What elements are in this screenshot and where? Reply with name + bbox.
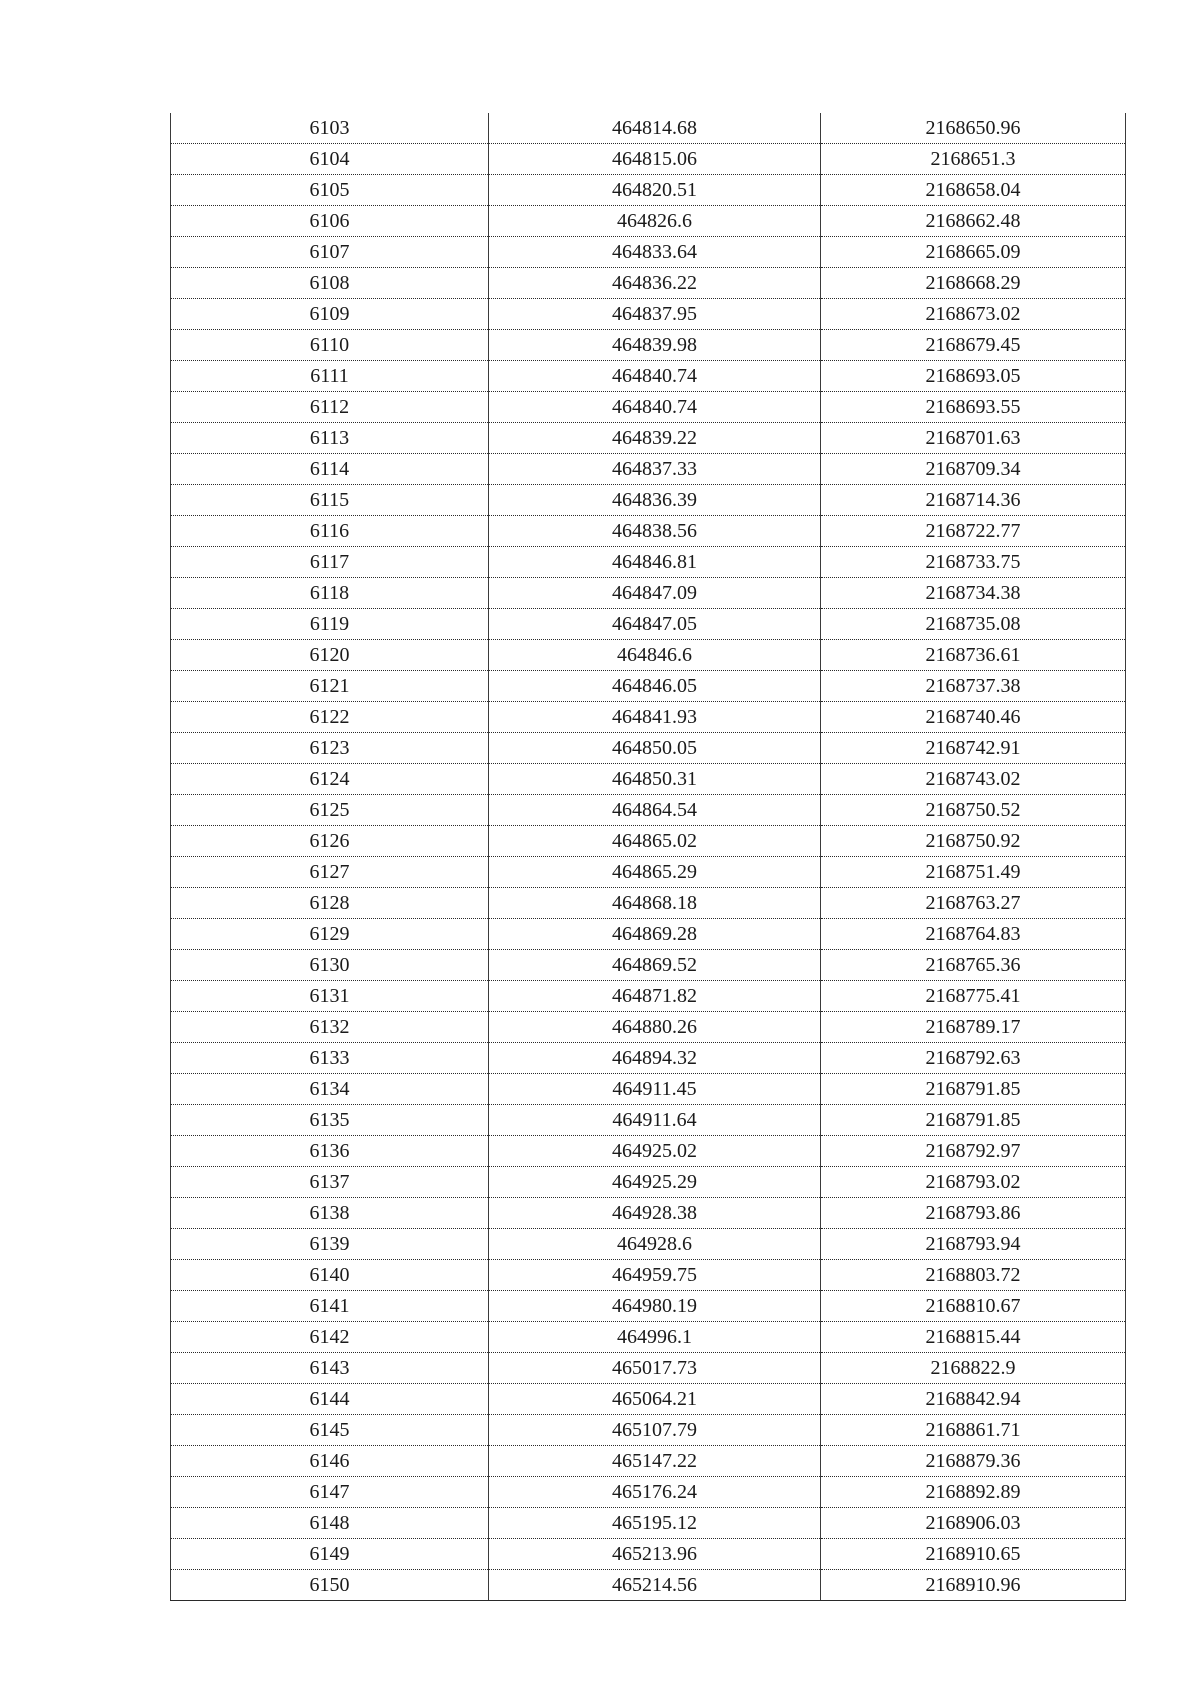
point-id-cell: 6112 [171, 392, 489, 423]
table-row [171, 919, 1126, 950]
table-row [171, 237, 1126, 268]
table-row [171, 888, 1126, 919]
y-coordinate-cell: 2168651.3 [821, 144, 1126, 175]
x-coordinate-cell: 465176.24 [489, 1477, 821, 1508]
point-id-cell: 6125 [171, 795, 489, 826]
point-id-cell: 6149 [171, 1539, 489, 1570]
y-coordinate-cell: 2168737.38 [821, 671, 1126, 702]
x-coordinate-cell: 464850.31 [489, 764, 821, 795]
x-coordinate-cell: 464980.19 [489, 1291, 821, 1322]
x-coordinate-cell: 464847.05 [489, 609, 821, 640]
y-coordinate-cell: 2168906.03 [821, 1508, 1126, 1539]
point-id-cell: 6140 [171, 1260, 489, 1291]
y-coordinate-cell: 2168750.92 [821, 826, 1126, 857]
y-coordinate-cell: 2168743.02 [821, 764, 1126, 795]
x-coordinate-cell: 464833.64 [489, 237, 821, 268]
y-coordinate-cell: 2168693.05 [821, 361, 1126, 392]
table-row [171, 268, 1126, 299]
y-coordinate-cell: 2168793.94 [821, 1229, 1126, 1260]
point-id-cell: 6145 [171, 1415, 489, 1446]
point-id-cell: 6130 [171, 950, 489, 981]
y-coordinate-cell: 2168791.85 [821, 1074, 1126, 1105]
point-id-cell: 6116 [171, 516, 489, 547]
y-coordinate-cell: 2168775.41 [821, 981, 1126, 1012]
y-coordinate-cell: 2168910.65 [821, 1539, 1126, 1570]
table-row [171, 1415, 1126, 1446]
point-id-cell: 6137 [171, 1167, 489, 1198]
table-row [171, 1043, 1126, 1074]
x-coordinate-cell: 464826.6 [489, 206, 821, 237]
x-coordinate-cell: 464847.09 [489, 578, 821, 609]
point-id-cell: 6143 [171, 1353, 489, 1384]
x-coordinate-cell: 464868.18 [489, 888, 821, 919]
point-id-cell: 6123 [171, 733, 489, 764]
x-coordinate-cell: 464869.52 [489, 950, 821, 981]
table-row [171, 454, 1126, 485]
x-coordinate-cell: 464839.22 [489, 423, 821, 454]
x-coordinate-cell: 464865.29 [489, 857, 821, 888]
y-coordinate-cell: 2168892.89 [821, 1477, 1126, 1508]
x-coordinate-cell: 464928.6 [489, 1229, 821, 1260]
table-row [171, 1322, 1126, 1353]
x-coordinate-cell: 464820.51 [489, 175, 821, 206]
table-row [171, 733, 1126, 764]
table-row [171, 1074, 1126, 1105]
y-coordinate-cell: 2168815.44 [821, 1322, 1126, 1353]
table-row [171, 1229, 1126, 1260]
y-coordinate-cell: 2168791.85 [821, 1105, 1126, 1136]
point-id-cell: 6132 [171, 1012, 489, 1043]
x-coordinate-cell: 464925.02 [489, 1136, 821, 1167]
point-id-cell: 6150 [171, 1570, 489, 1601]
x-coordinate-cell: 464869.28 [489, 919, 821, 950]
table-row [171, 1384, 1126, 1415]
x-coordinate-cell: 464839.98 [489, 330, 821, 361]
point-id-cell: 6122 [171, 702, 489, 733]
y-coordinate-cell: 2168733.75 [821, 547, 1126, 578]
point-id-cell: 6114 [171, 454, 489, 485]
y-coordinate-cell: 2168701.63 [821, 423, 1126, 454]
table-row [171, 1446, 1126, 1477]
y-coordinate-cell: 2168765.36 [821, 950, 1126, 981]
point-id-cell: 6108 [171, 268, 489, 299]
table-row [171, 578, 1126, 609]
point-id-cell: 6142 [171, 1322, 489, 1353]
table-row [171, 671, 1126, 702]
point-id-cell: 6124 [171, 764, 489, 795]
table-row [171, 1136, 1126, 1167]
table-row [171, 299, 1126, 330]
x-coordinate-cell: 464865.02 [489, 826, 821, 857]
point-id-cell: 6147 [171, 1477, 489, 1508]
table-row [171, 1477, 1126, 1508]
point-id-cell: 6105 [171, 175, 489, 206]
x-coordinate-cell: 464911.64 [489, 1105, 821, 1136]
table-row [171, 1539, 1126, 1570]
table-row [171, 640, 1126, 671]
x-coordinate-cell: 465064.21 [489, 1384, 821, 1415]
table-row [171, 1198, 1126, 1229]
y-coordinate-cell: 2168742.91 [821, 733, 1126, 764]
point-id-cell: 6121 [171, 671, 489, 702]
table-row [171, 1353, 1126, 1384]
x-coordinate-cell: 464836.22 [489, 268, 821, 299]
point-id-cell: 6107 [171, 237, 489, 268]
point-id-cell: 6118 [171, 578, 489, 609]
table-row [171, 1012, 1126, 1043]
y-coordinate-cell: 2168793.86 [821, 1198, 1126, 1229]
point-id-cell: 6103 [171, 113, 489, 144]
x-coordinate-cell: 464850.05 [489, 733, 821, 764]
y-coordinate-cell: 2168792.97 [821, 1136, 1126, 1167]
table-row [171, 1105, 1126, 1136]
x-coordinate-cell: 464925.29 [489, 1167, 821, 1198]
table-row [171, 423, 1126, 454]
y-coordinate-cell: 2168792.63 [821, 1043, 1126, 1074]
y-coordinate-cell: 2168714.36 [821, 485, 1126, 516]
point-id-cell: 6110 [171, 330, 489, 361]
point-id-cell: 6139 [171, 1229, 489, 1260]
y-coordinate-cell: 2168803.72 [821, 1260, 1126, 1291]
table-row [171, 1570, 1126, 1601]
point-id-cell: 6133 [171, 1043, 489, 1074]
table-row [171, 764, 1126, 795]
x-coordinate-cell: 464840.74 [489, 361, 821, 392]
point-id-cell: 6117 [171, 547, 489, 578]
y-coordinate-cell: 2168662.48 [821, 206, 1126, 237]
point-id-cell: 6141 [171, 1291, 489, 1322]
point-id-cell: 6106 [171, 206, 489, 237]
table-row [171, 206, 1126, 237]
y-coordinate-cell: 2168693.55 [821, 392, 1126, 423]
point-id-cell: 6148 [171, 1508, 489, 1539]
table-row [171, 1508, 1126, 1539]
y-coordinate-cell: 2168679.45 [821, 330, 1126, 361]
point-id-cell: 6120 [171, 640, 489, 671]
x-coordinate-cell: 464894.32 [489, 1043, 821, 1074]
table-row [171, 1260, 1126, 1291]
x-coordinate-cell: 464846.05 [489, 671, 821, 702]
x-coordinate-cell: 464996.1 [489, 1322, 821, 1353]
table-row [171, 950, 1126, 981]
point-id-cell: 6109 [171, 299, 489, 330]
y-coordinate-cell: 2168861.71 [821, 1415, 1126, 1446]
table-row [171, 981, 1126, 1012]
table-row [171, 547, 1126, 578]
y-coordinate-cell: 2168673.02 [821, 299, 1126, 330]
y-coordinate-cell: 2168709.34 [821, 454, 1126, 485]
table-row [171, 392, 1126, 423]
x-coordinate-cell: 464928.38 [489, 1198, 821, 1229]
x-coordinate-cell: 465213.96 [489, 1539, 821, 1570]
point-id-cell: 6127 [171, 857, 489, 888]
x-coordinate-cell: 464836.39 [489, 485, 821, 516]
y-coordinate-cell: 2168822.9 [821, 1353, 1126, 1384]
y-coordinate-cell: 2168789.17 [821, 1012, 1126, 1043]
y-coordinate-cell: 2168650.96 [821, 113, 1126, 144]
point-id-cell: 6126 [171, 826, 489, 857]
point-id-cell: 6136 [171, 1136, 489, 1167]
x-coordinate-cell: 464871.82 [489, 981, 821, 1012]
x-coordinate-cell: 464838.56 [489, 516, 821, 547]
point-id-cell: 6104 [171, 144, 489, 175]
table-row [171, 826, 1126, 857]
x-coordinate-cell: 465147.22 [489, 1446, 821, 1477]
point-id-cell: 6111 [171, 361, 489, 392]
x-coordinate-cell: 464846.6 [489, 640, 821, 671]
y-coordinate-cell: 2168751.49 [821, 857, 1126, 888]
x-coordinate-cell: 464911.45 [489, 1074, 821, 1105]
x-coordinate-cell: 464959.75 [489, 1260, 821, 1291]
x-coordinate-cell: 464864.54 [489, 795, 821, 826]
x-coordinate-cell: 465017.73 [489, 1353, 821, 1384]
x-coordinate-cell: 465195.12 [489, 1508, 821, 1539]
point-id-cell: 6113 [171, 423, 489, 454]
y-coordinate-cell: 2168740.46 [821, 702, 1126, 733]
table-row [171, 1291, 1126, 1322]
table-row [171, 857, 1126, 888]
point-id-cell: 6128 [171, 888, 489, 919]
point-id-cell: 6134 [171, 1074, 489, 1105]
y-coordinate-cell: 2168736.61 [821, 640, 1126, 671]
x-coordinate-cell: 464841.93 [489, 702, 821, 733]
coordinate-table-body [171, 113, 1126, 1601]
point-id-cell: 6115 [171, 485, 489, 516]
y-coordinate-cell: 2168722.77 [821, 516, 1126, 547]
table-row [171, 113, 1126, 144]
table-row [171, 702, 1126, 733]
x-coordinate-cell: 464814.68 [489, 113, 821, 144]
table-row [171, 330, 1126, 361]
x-coordinate-cell: 464815.06 [489, 144, 821, 175]
point-id-cell: 6135 [171, 1105, 489, 1136]
y-coordinate-cell: 2168665.09 [821, 237, 1126, 268]
y-coordinate-cell: 2168879.36 [821, 1446, 1126, 1477]
table-row [171, 144, 1126, 175]
coordinate-table [170, 113, 1126, 1601]
point-id-cell: 6131 [171, 981, 489, 1012]
point-id-cell: 6119 [171, 609, 489, 640]
table-row [171, 516, 1126, 547]
y-coordinate-cell: 2168842.94 [821, 1384, 1126, 1415]
x-coordinate-cell: 464837.95 [489, 299, 821, 330]
y-coordinate-cell: 2168910.96 [821, 1570, 1126, 1601]
x-coordinate-cell: 464846.81 [489, 547, 821, 578]
point-id-cell: 6146 [171, 1446, 489, 1477]
y-coordinate-cell: 2168810.67 [821, 1291, 1126, 1322]
x-coordinate-cell: 464837.33 [489, 454, 821, 485]
point-id-cell: 6138 [171, 1198, 489, 1229]
y-coordinate-cell: 2168764.83 [821, 919, 1126, 950]
y-coordinate-cell: 2168735.08 [821, 609, 1126, 640]
y-coordinate-cell: 2168763.27 [821, 888, 1126, 919]
y-coordinate-cell: 2168734.38 [821, 578, 1126, 609]
table-row [171, 175, 1126, 206]
table-row [171, 485, 1126, 516]
table-row [171, 1167, 1126, 1198]
y-coordinate-cell: 2168750.52 [821, 795, 1126, 826]
y-coordinate-cell: 2168658.04 [821, 175, 1126, 206]
point-id-cell: 6144 [171, 1384, 489, 1415]
table-row [171, 361, 1126, 392]
x-coordinate-cell: 465214.56 [489, 1570, 821, 1601]
x-coordinate-cell: 465107.79 [489, 1415, 821, 1446]
y-coordinate-cell: 2168668.29 [821, 268, 1126, 299]
point-id-cell: 6129 [171, 919, 489, 950]
x-coordinate-cell: 464840.74 [489, 392, 821, 423]
x-coordinate-cell: 464880.26 [489, 1012, 821, 1043]
table-row [171, 795, 1126, 826]
y-coordinate-cell: 2168793.02 [821, 1167, 1126, 1198]
table-row [171, 609, 1126, 640]
